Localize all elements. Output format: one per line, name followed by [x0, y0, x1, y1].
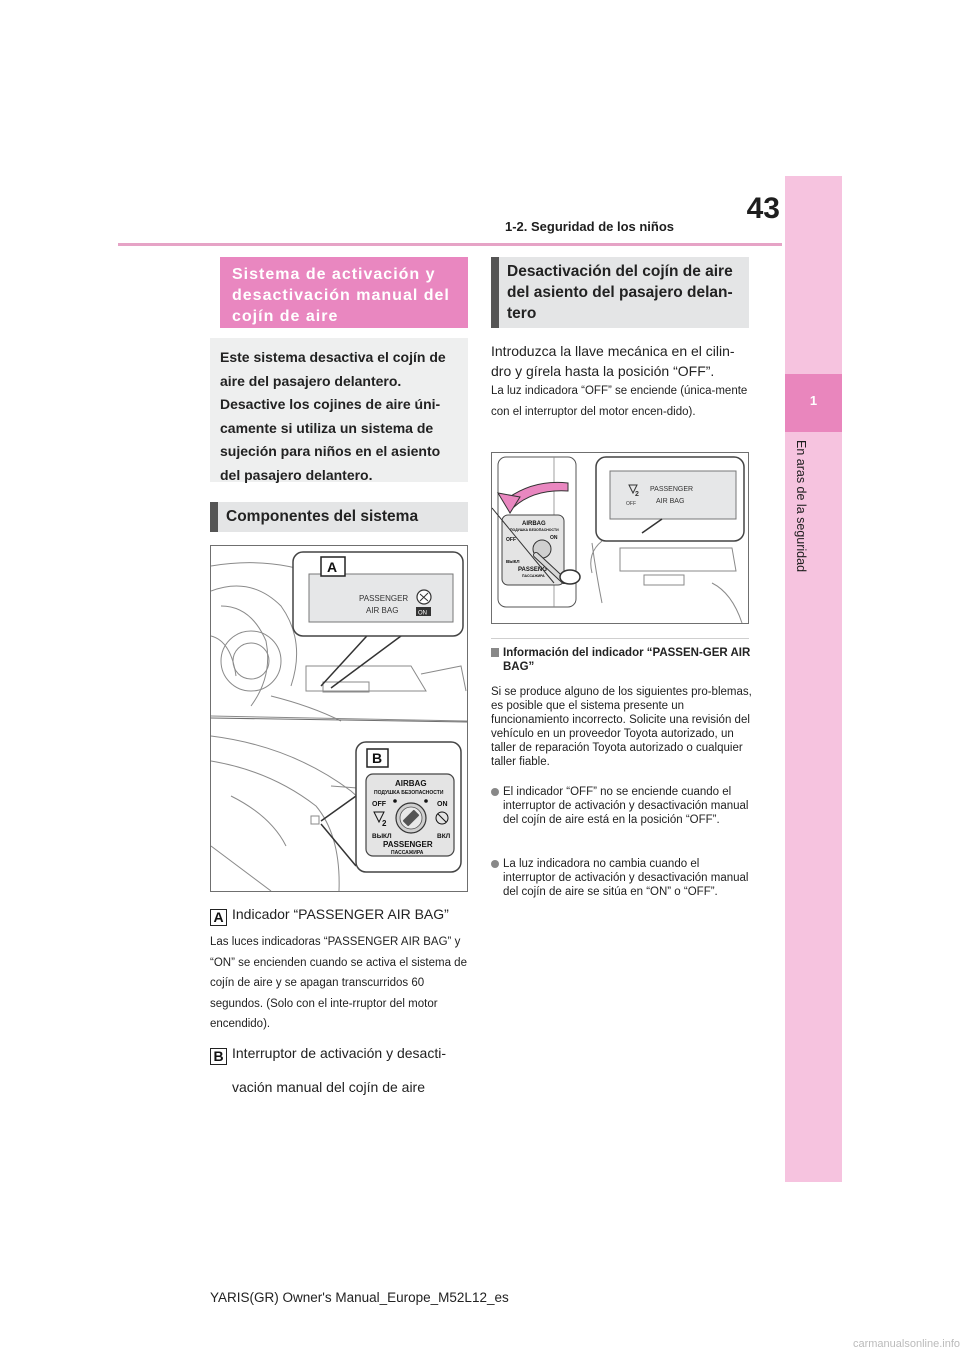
info-heading: [491, 646, 753, 674]
switch-passenger-ru-label: ПАССАЖИРА: [391, 850, 424, 856]
key-switch-illustration: [492, 453, 748, 623]
switch-on-ru-label: ВКЛ: [437, 833, 451, 840]
switch-off-label: OFF: [372, 801, 386, 808]
deactivation-intro: Introduzca la llave mecánica en el cilin-dro y gírela hasta la posición “OFF”.: [491, 343, 735, 379]
info-rule: [491, 638, 749, 639]
chapter-side-tab: [785, 176, 842, 1182]
indicator-passenger-text: PASSENGER: [359, 594, 409, 603]
info-heading-text: Información del indicador “PASSEN-GER AIR BAG”: [503, 647, 751, 673]
fig2-switch-passenger-label: PASSENG: [518, 567, 547, 573]
main-heading: [210, 257, 468, 328]
page-number: 43: [746, 192, 780, 225]
intro-box: [210, 338, 468, 482]
fig2-indicator-off-text: OFF: [626, 501, 636, 507]
watermark: carmanualsonline.info: [852, 1338, 960, 1350]
main-heading-text: Sistema de activación y desactivación manual del cojín de aire: [232, 266, 450, 325]
manual-id-footer: YARIS(GR) Owner's Manual_Europe_M52L12_es: [210, 1290, 509, 1305]
svg-text:2: 2: [635, 491, 639, 498]
deactivation-figure: [491, 452, 749, 624]
caption-a-text: Indicador “PASSENGER AIR BAG”: [232, 906, 449, 922]
switch-off-ru-label: ВЫКЛ: [372, 833, 392, 840]
fig2-indicator-passenger-text: PASSENGER: [650, 486, 694, 493]
deactivation-heading: [491, 257, 749, 328]
switch-passenger-label: PASSENGER: [383, 840, 433, 849]
info-bullet-2-text: La luz indicadora no cambia cuando el interruptor de activación y desactivación manual del cojín de aire se sitúa en “ON” o “OFF”.: [503, 858, 749, 898]
info-body: Si se produce alguno de los siguientes pro-blemas, es posible que el sistema presente un funcionamiento incorrecto. Solicite una revisión del vehículo en un proveedor Toyota autorizado, un taller de reparación Toyota autorizado o cualquier taller fiable.: [491, 686, 752, 768]
caption-b-line1: Interruptor de activación y desacti-: [232, 1045, 446, 1061]
info-bullet-1-text: El indicador “OFF” no se enciende cuando el interruptor de activación y desactivación manual del cojín de aire está en la posición “OFF”.: [503, 786, 749, 826]
components-heading: [210, 502, 468, 532]
callout-b: B: [372, 750, 383, 766]
deactivation-heading-text: Desactivación del cojín de aire del asiento del pasajero delan-tero: [507, 263, 733, 322]
info-bullet-1: [491, 785, 753, 827]
caption-a-description: Las luces indicadoras “PASSENGER AIR BAG” y “ON” se encienden cuando se activa el sistema de cojín de aire y se apagan transcurridos 60 segundos. (Solo con el inte-rruptor del motor encendido).: [210, 936, 467, 1030]
section-title: 1-2. Seguridad de los niños: [505, 219, 675, 234]
fig2-switch-on-label: ON: [550, 535, 558, 541]
fig2-switch-off-ru-label: ВЫКЛ: [506, 559, 520, 564]
intro-text: Este sistema desactiva el cojín de aire del pasajero delantero. Desactive los cojines de aire úni-camente si utiliza un sistema de sujeción para niños en el asiento del pasajero delantero.: [220, 349, 446, 483]
components-figure: [210, 545, 468, 892]
fig2-switch-airbag-ru-label: ПОДУШКА БЕЗОПАСНОСТИ: [510, 528, 559, 532]
indicator-airbag-text: AIR BAG: [366, 606, 399, 615]
switch-airbag-ru-label: ПОДУШКА БЕЗОПАСНОСТИ: [374, 790, 444, 796]
chapter-label: En aras de la seguridad: [794, 440, 808, 573]
caption-a-label: A: [210, 909, 227, 926]
fig2-switch-passenger-ru-label: ПАССАЖИРА: [522, 574, 545, 578]
fig2-switch-airbag-label: AIRBAG: [522, 521, 546, 527]
caption-b: [210, 1036, 472, 1104]
caption-b-label: B: [210, 1048, 227, 1065]
deactivation-description: La luz indicadora “OFF” se enciende (única-mente con el interruptor del motor encen-dido).: [491, 385, 748, 418]
header-rule: [118, 243, 782, 246]
caption-b-line2: vación manual del cojín de aire: [232, 1079, 426, 1095]
square-bullet-icon: [491, 648, 499, 657]
chapter-number: 1: [809, 393, 818, 408]
svg-text:2: 2: [382, 819, 387, 828]
bullet-dot-icon: [491, 788, 499, 796]
passenger-airbag-icon: [417, 590, 431, 604]
switch-on-label: ON: [437, 801, 448, 808]
dashboard-illustration: [211, 546, 467, 891]
bullet-dot-icon: [491, 860, 499, 868]
key-cylinder-icon: [396, 803, 426, 833]
fig2-switch-off-label: OFF: [506, 537, 516, 543]
caption-a: [210, 906, 470, 926]
fig2-indicator-airbag-text: AIR BAG: [656, 498, 685, 505]
switch-airbag-label: AIRBAG: [395, 779, 427, 788]
callout-a: A: [327, 559, 338, 575]
components-heading-text: Componentes del sistema: [226, 508, 419, 525]
indicator-on-text: ON: [418, 610, 427, 617]
info-bullet-2: [491, 857, 753, 899]
